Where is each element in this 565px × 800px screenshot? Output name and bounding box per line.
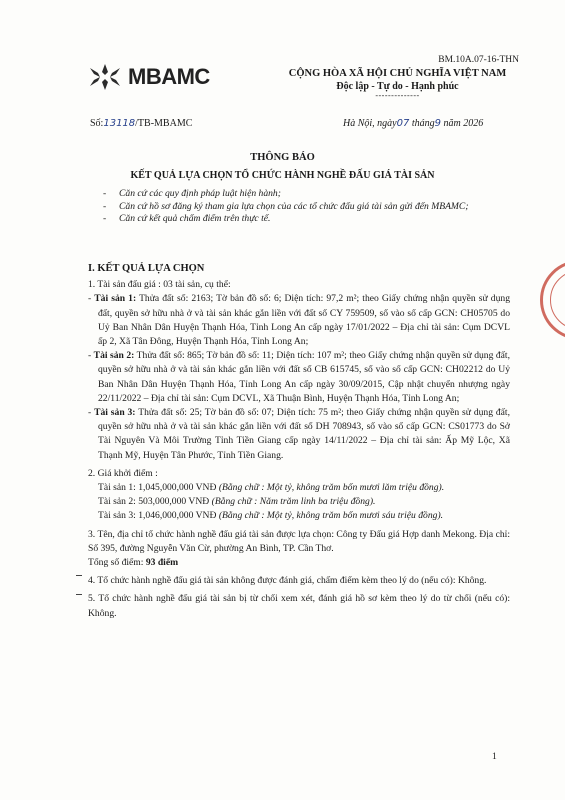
asset-entry: - Tài sản 1: Thửa đất số: 2163; Tờ bản đồ số: 6; Diện tích: 97,2 m²; theo Giấy chứng nhận quyền sử dụng đất, quyền sở hữu nhà ở và tài sản khác gắn liền với đất số CY 759509, số vào sổ cấp GCN: CH05705 do Uỷ Ban Nhân Dân Huyện Thạnh Hóa, Tỉnh Long An cấp ngày 17/01/2022 – Địa chỉ tài sản: Cụm DCVL ấp 2, Xã Tân Đông, Huyện Thạnh Hóa, Tỉnh Long An; — [88, 293, 510, 348]
page-number: 1 — [492, 752, 497, 762]
document-date: Hà Nội, ngày07 tháng9 năm 2026 — [343, 118, 484, 129]
starting-price-line: Tài sản 3: 1,046,000,000 VNĐ (Bằng chữ : Một tỷ, không trăm bốn mươi sáu triệu đồng). — [98, 510, 444, 522]
starting-price-line: Tài sản 1: 1,045,000,000 VNĐ (Bằng chữ : Một tỷ, không trăm bốn mươi lăm triệu đồng). — [98, 482, 445, 494]
document-number: Số:13118/TB-MBAMC — [90, 118, 193, 129]
unevaluated-organizations: 4. Tổ chức hành nghề đấu giá tài sản không được đánh giá, chấm điểm kèm theo lý do (nếu có): Không. — [88, 575, 487, 587]
total-score: Tổng số điểm: 93 điểm — [88, 557, 179, 569]
asset-intro: 1. Tài sản đấu giá : 03 tài sản, cụ thể: — [88, 279, 231, 291]
form-code: BM.10A.07-16-THN — [438, 55, 519, 65]
logo-wordmark: MBAMC — [128, 64, 210, 89]
asset-entry: - Tài sản 3: Thửa đất số: 25; Tờ bản đồ số: 07; Diện tích: 75 m²; theo Giấy chứng nhận quyền sử dụng đất, quyền sở hữu nhà ở và tài sản khác gắn liền với đất số DH 708943, số vào sổ cấp GCN: CS01773 do Sở Tài Nguyên Và Môi Trường Tỉnh Tiền Giang cấp ngày 14/11/2022 – Địa chỉ tài sản: Ấp Mỹ Lộc, Xã Thạnh Mỹ, Huyện Tân Phước, Tỉnh Tiền Giang. — [88, 407, 510, 461]
handwritten-month: 9 — [434, 118, 441, 129]
asset-entry: - Tài sản 2: Thửa đất số: 865; Tờ bản đồ số: 11; Diện tích: 107 m²; theo Giấy chứng nhận quyền sử dụng đất, quyền sở hữu nhà ở và tài sản khác gắn liền với đất số CB 615745, số vào sổ cấp GCN: CH02212 do Uỷ Ban Nhân Dân Huyện Thạnh Hóa, Tỉnh Long An cấp ngày 30/09/2015, Cập nhật chuyển nhượng ngày 22/11/2022 – Địa chỉ tài sản: Cụm DCVL, Xã Thuận Bình, Huyện Thạnh Hóa, Tỉnh Long An; — [88, 350, 510, 404]
company-logo — [88, 62, 210, 92]
document-title: THÔNG BÁO — [250, 152, 315, 163]
handwritten-number: 13118 — [103, 118, 136, 129]
legal-basis-item: - Căn cứ kết quả chấm điểm trên thực tế. — [103, 213, 523, 226]
selected-organization: 3. Tên, địa chỉ tổ chức hành nghề đấu giá tài sản được lựa chọn: Công ty Đấu giá Hợp danh Mekong. Địa chỉ: Số 395, đường Nguyễn Văn Cừ, phường An Bình, TP. Cần Thơ. — [88, 528, 510, 554]
red-seal — [540, 240, 565, 368]
starting-price-intro: 2. Giá khởi điểm : — [88, 467, 158, 479]
nation-motto: Độc lập - Tự do - Hạnh phúc — [336, 81, 459, 92]
handwritten-day: 07 — [396, 118, 410, 129]
document-body — [88, 262, 510, 621]
section-heading: I. KẾT QUẢ LỰA CHỌN — [88, 263, 205, 274]
legal-basis-item: - Căn cứ các quy định pháp luật hiện hành; — [103, 188, 523, 201]
legal-bases — [103, 188, 523, 226]
mbamc-star-icon — [88, 62, 122, 92]
margin-mark — [76, 575, 82, 576]
national-header — [270, 68, 525, 100]
rejected-organizations: 5. Tổ chức hành nghề đấu giá tài sản bị từ chối xem xét, đánh giá hồ sơ kèm theo lý do từ chối (nếu có): Không. — [88, 593, 510, 619]
margin-mark — [76, 594, 82, 595]
starting-price-line: Tài sản 2: 503,000,000 VNĐ (Bằng chữ : Năm trăm linh ba triệu đồng). — [98, 496, 376, 508]
nation-title: CỘNG HÒA XÃ HỘI CHỦ NGHĨA VIỆT NAM — [288, 68, 507, 79]
nation-rule: -------------- — [375, 91, 420, 100]
document-subtitle: KẾT QUẢ LỰA CHỌN TỔ CHỨC HÀNH NGHỀ ĐẤU GIÁ TÀI SẢN — [130, 170, 435, 181]
legal-basis-item: - Căn cứ hồ sơ đăng ký tham gia lựa chọn của các tổ chức đấu giá tài sản gửi đến MBAMC; — [103, 201, 523, 214]
